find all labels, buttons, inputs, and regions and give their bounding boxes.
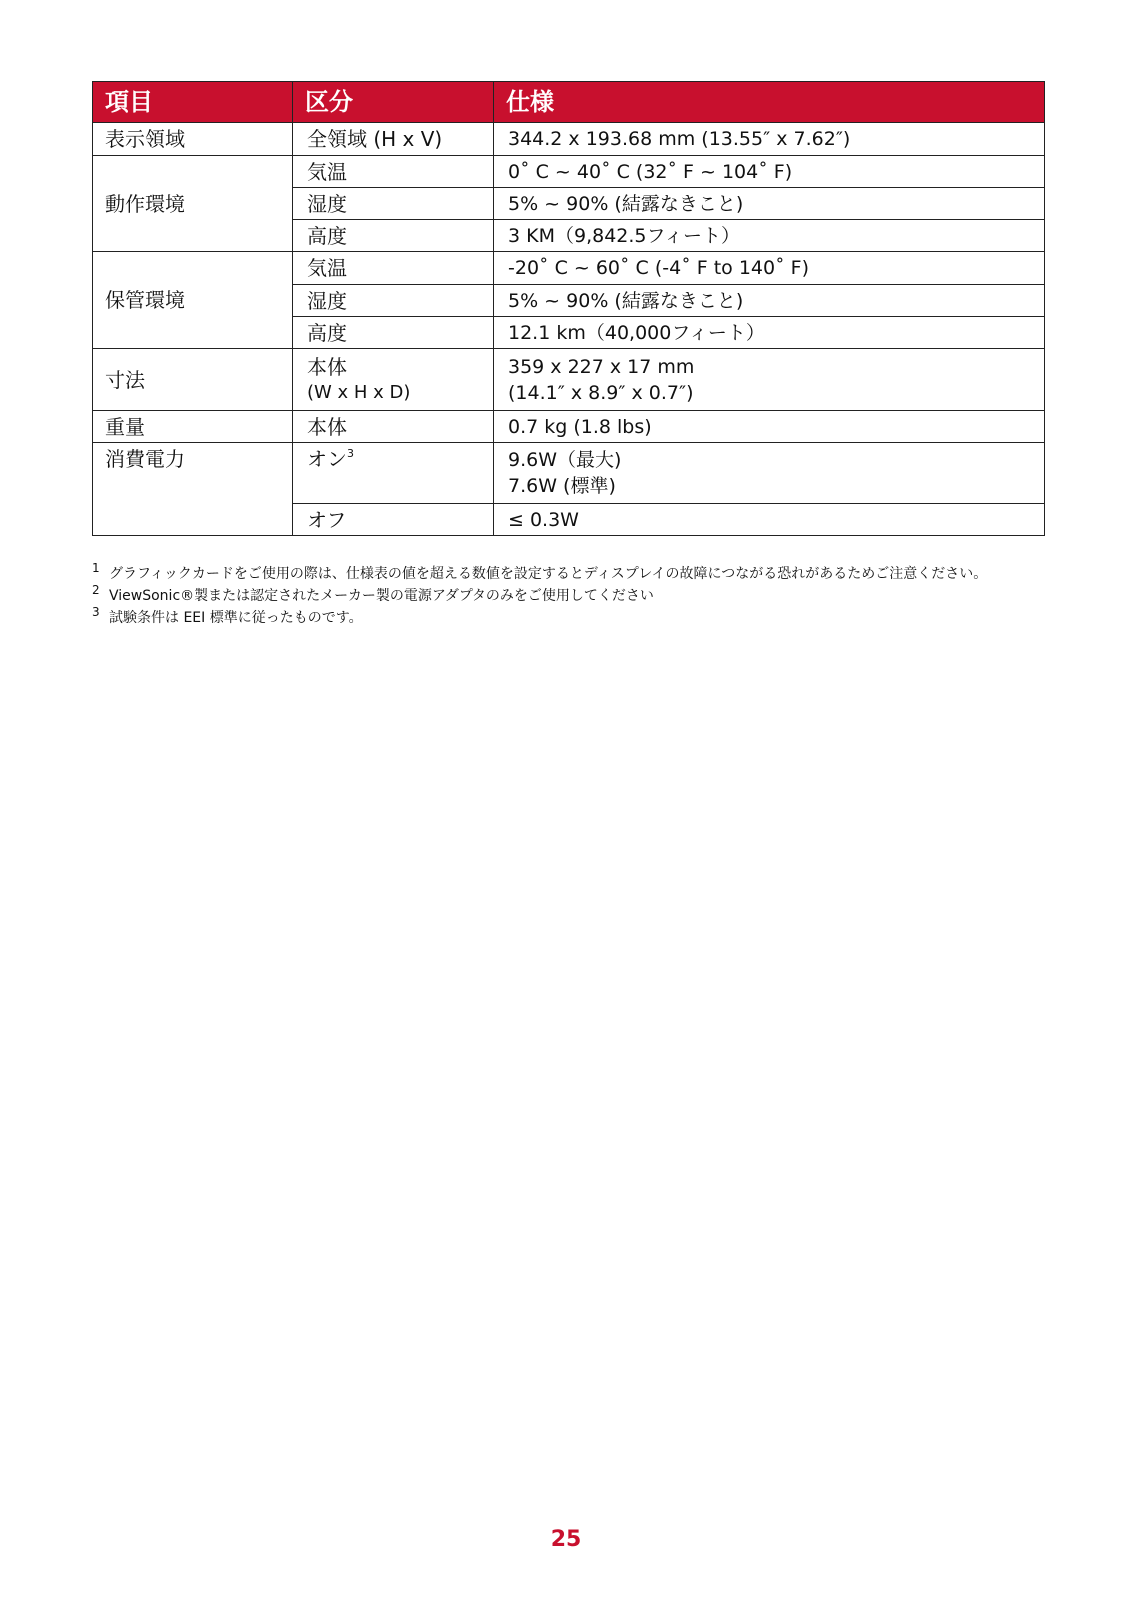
footnotes [92, 563, 1052, 629]
category-power-off: オフ [293, 504, 494, 536]
table-row [93, 252, 1045, 285]
spec-storage-humidity: 5% ~ 90% (結露なきこと) [494, 285, 1045, 317]
footnote-text: ViewSonic®製または認定されたメーカー製の電源アダプタのみをご使用してください [109, 588, 654, 604]
spec-power-off: ≤ 0.3W [494, 504, 1045, 536]
category-operating-altitude: 高度 [293, 220, 494, 252]
item-dimensions: 寸法 [93, 349, 293, 411]
header-spec: 仕様 [494, 82, 1045, 123]
footnote-text: 試験条件は EEI 標準に従ったものです。 [109, 610, 363, 626]
table-row [93, 349, 1045, 411]
footnote-1 [92, 563, 1052, 585]
footnote-2 [92, 585, 1052, 607]
spec-storage-temp: -20˚ C ~ 60˚ C (-4˚ F to 140˚ F) [494, 252, 1045, 285]
footnote-text: グラフィックカードをご使用の際は、仕様表の値を超える数値を設定するとディスプレイの故障につながる恐れがあるためご注意ください。 [109, 566, 988, 582]
table-row [93, 156, 1045, 188]
footnote-ref: 3 [347, 447, 354, 460]
item-weight: 重量 [93, 411, 293, 443]
category-operating-humidity: 湿度 [293, 188, 494, 220]
footnote-mark: 2 [92, 583, 100, 597]
header-category: 区分 [293, 82, 494, 123]
category-power-on [293, 443, 494, 504]
item-power: 消費電力 [93, 443, 293, 536]
page-number: 25 [550, 1527, 582, 1552]
table-row [93, 123, 1045, 156]
category-display-area: 全領域 (H x V) [293, 123, 494, 156]
spec-operating-altitude: 3 KM（9,842.5フィート） [494, 220, 1045, 252]
table-row [93, 443, 1045, 504]
spec-dimensions [494, 349, 1045, 411]
spec-dimensions-line2: (14.1″ x 8.9″ x 0.7″) [508, 381, 694, 404]
category-storage-altitude: 高度 [293, 317, 494, 349]
footnote-3 [92, 607, 1052, 629]
footnote-mark: 1 [92, 561, 100, 575]
spec-display-area: 344.2 x 193.68 mm (13.55″ x 7.62″) [494, 123, 1045, 156]
header-item: 項目 [93, 82, 293, 123]
item-storage: 保管環境 [93, 252, 293, 349]
item-operating: 動作環境 [93, 156, 293, 252]
footnote-mark: 3 [92, 605, 100, 619]
category-storage-temp: 気温 [293, 252, 494, 285]
spec-power-on [494, 443, 1045, 504]
spec-operating-humidity: 5% ~ 90% (結露なきこと) [494, 188, 1045, 220]
spec-dimensions-line1: 359 x 227 x 17 mm [508, 355, 695, 378]
spec-power-on-line1: 9.6W（最大) [508, 449, 622, 471]
table-row [93, 411, 1045, 443]
spec-weight: 0.7 kg (1.8 lbs) [494, 411, 1045, 443]
spec-power-on-line2: 7.6W (標準) [508, 475, 616, 497]
spec-operating-temp: 0˚ C ~ 40˚ C (32˚ F ~ 104˚ F) [494, 156, 1045, 188]
category-dimensions-line2: (W x H x D) [307, 381, 411, 403]
table-header-row [93, 82, 1045, 123]
category-weight: 本体 [293, 411, 494, 443]
category-dimensions [293, 349, 494, 411]
spec-table [92, 81, 1045, 536]
category-power-on-label: オン [307, 447, 347, 471]
category-dimensions-line1: 本体 [307, 354, 347, 379]
spec-storage-altitude: 12.1 km（40,000フィート） [494, 317, 1045, 349]
category-operating-temp: 気温 [293, 156, 494, 188]
category-storage-humidity: 湿度 [293, 285, 494, 317]
item-display-area: 表示領域 [93, 123, 293, 156]
